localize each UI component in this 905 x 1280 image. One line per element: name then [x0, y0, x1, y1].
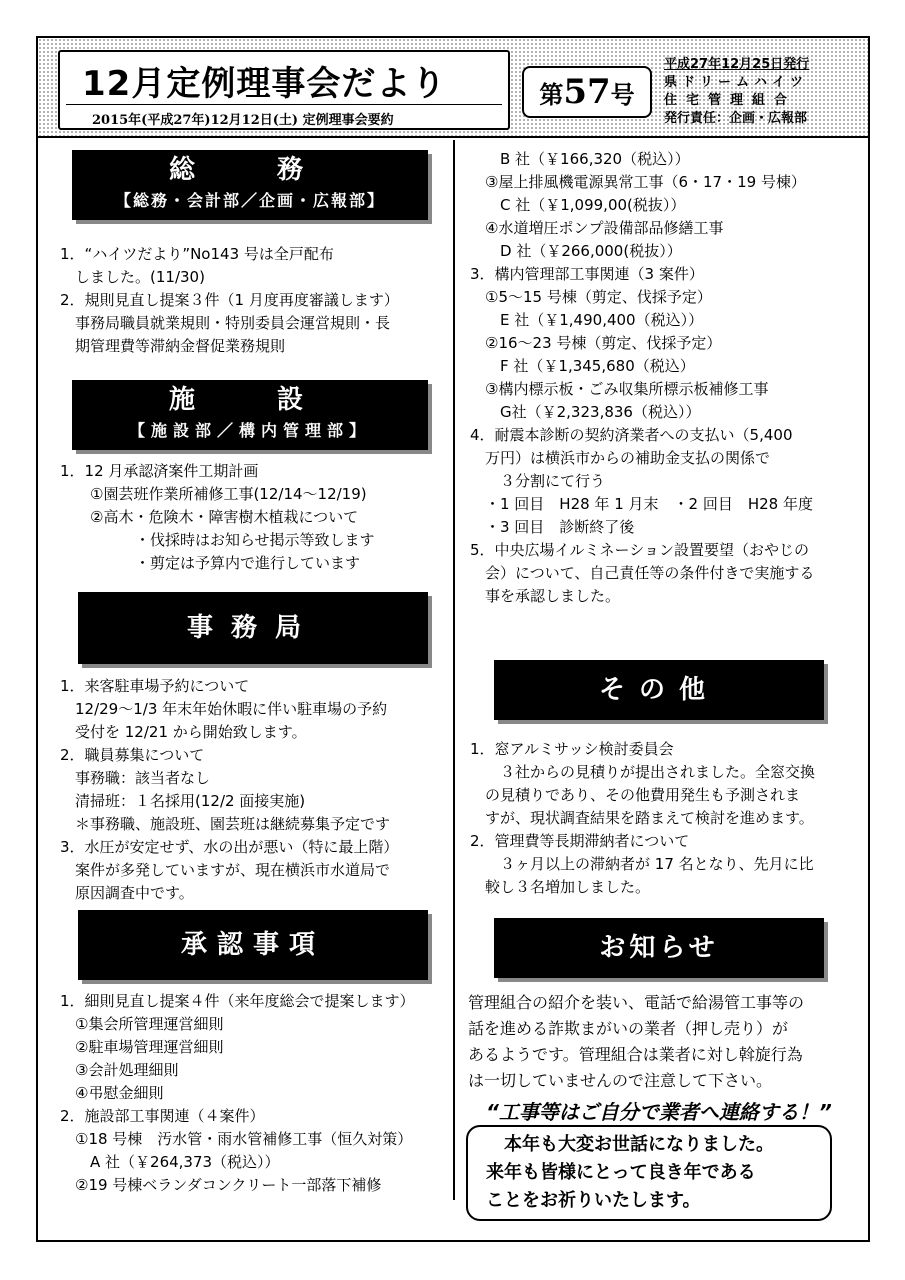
- section-header-oshirase: お知らせ: [494, 918, 824, 978]
- responsible-dept: 発行責任：企画・広報部: [664, 111, 808, 126]
- closing-message-box: 本年も大変お世話になりました。 来年も皆様にとって良き年である ことをお祈りいたします。: [466, 1125, 832, 1221]
- jimukyoku-text: 1．来客駐車場予約について 12/29～1/3 年末年始休暇に伴い駐車場の予約 受付を 12/21 から開始致します。 2．職員募集について 事務職：該当者なし 清掃班：１名採用(12/2 面接実施) ＊事務職、施設班、園芸班は継続募集予定です 3．水圧が安定せず、水の出が悪い（特に最上階） 案件が多発していますが、現在横浜市水道局で 原因調査中です。: [60, 677, 399, 902]
- shisetsu-text: 1．12 月承認済案件工期計画 ①園芸班作業所補修工事(12/14～12/19) ②高木・危険木・障害樹木植栽について ・伐採時はお知らせ掲示等致します ・剪定は予算内で進行しています: [60, 462, 375, 572]
- issue-number-box: 第57号: [522, 66, 652, 118]
- section-header-jimukyoku: 事務局: [78, 592, 428, 664]
- publication-info: [664, 56, 860, 128]
- section-header-sonota: その他: [494, 660, 824, 720]
- slogan: “工事等はご自分で業者へ連絡する！”: [486, 1100, 832, 1124]
- shounin-text: 1．細則見直し提案４件（来年度総会で提案します） ①集会所管理運営細則 ②駐車場管理運営細則 ③会計処理細則 ④弔慰金細則 2．施設部工事関連（４案件） ①18 号棟 汚水管・雨水管補修工事（恒久対策） A 社（￥264,373（税込）） ②19 号棟ベランダコンクリート一部落下補修: [60, 992, 415, 1194]
- section-header-shisetsu: 施 設 【施設部／構内管理部】: [72, 380, 428, 450]
- publish-date: 平成27年12月25日発行: [664, 57, 810, 72]
- section-header-soumu: 総 務 【総務・会計部／企画・広報部】: [72, 150, 428, 220]
- organization-name-2: 住宅管理組合: [664, 93, 797, 108]
- newsletter-title: 12月定例理事会だより: [82, 64, 447, 104]
- soumu-text: 1．“ハイツだより”No143 号は全戸配布 しました。(11/30) 2．規則見直し提案３件（1 月度再度審議します） 事務局職員就業規則・特別委員会運営規則・長 期管理費等滞納金督促業務規則: [60, 245, 399, 355]
- title-box: [58, 50, 510, 130]
- column-divider: [453, 140, 455, 1200]
- organization-name: 県ドリームハイツ: [664, 75, 809, 90]
- shounin-continued-text: B 社（￥166,320（税込）） ③屋上排風機電源異常工事（6・17・19 号棟） C 社（￥1,099,00(税抜）） ④水道増圧ポンプ設備部品修繕工事 D 社（￥266,000(税抜）） 3．構内管理部工事関連（3 案件） ①5～15 号棟（剪定、伐採予定） E 社（￥1,490,400（税込）） ②16～23 号棟（剪定、伐採予定） F 社（￥1,345,680（税込） ③構内標示板・ごみ収集所標示板補修工事 G社（￥2,323,836（税込）） 4．耐震本診断の契約済業者への支払い（5,400 万円）は横浜市からの補助金支払の関係で ３分割にて行う ・1 回目 H28 年 1 月末 ・2 回目 H28 年度 ・3 回目 診断終了後 5．中央広場イルミネーション設置要望（おやじの 会）について、自己責任等の条件付きで実施する 事を承認しました。: [470, 150, 815, 605]
- issue-number: 57: [563, 72, 611, 112]
- meeting-subtitle: 2015年(平成27年)12月12日(土) 定例理事会要約: [92, 113, 394, 128]
- oshirase-text: 管理組合の紹介を装い、電話で給湯管工事等の 話を進める詐欺まがいの業者（押し売り）が あるようです。管理組合は業者に対し斡旋行為 は一切していませんので注意して下さい。: [468, 993, 805, 1090]
- sonota-text: 1．窓アルミサッシ検討委員会 ３社からの見積りが提出されました。全窓交換 の見積りであり、その他費用発生も予測されま すが、現状調査結果を踏まえて検討を進めます。 2．管理費等長期滞納者について ３ヶ月以上の滞納者が 17 名となり、先月に比 較し３名増加しました。: [470, 740, 816, 896]
- section-header-shounin: 承認事項: [78, 910, 428, 980]
